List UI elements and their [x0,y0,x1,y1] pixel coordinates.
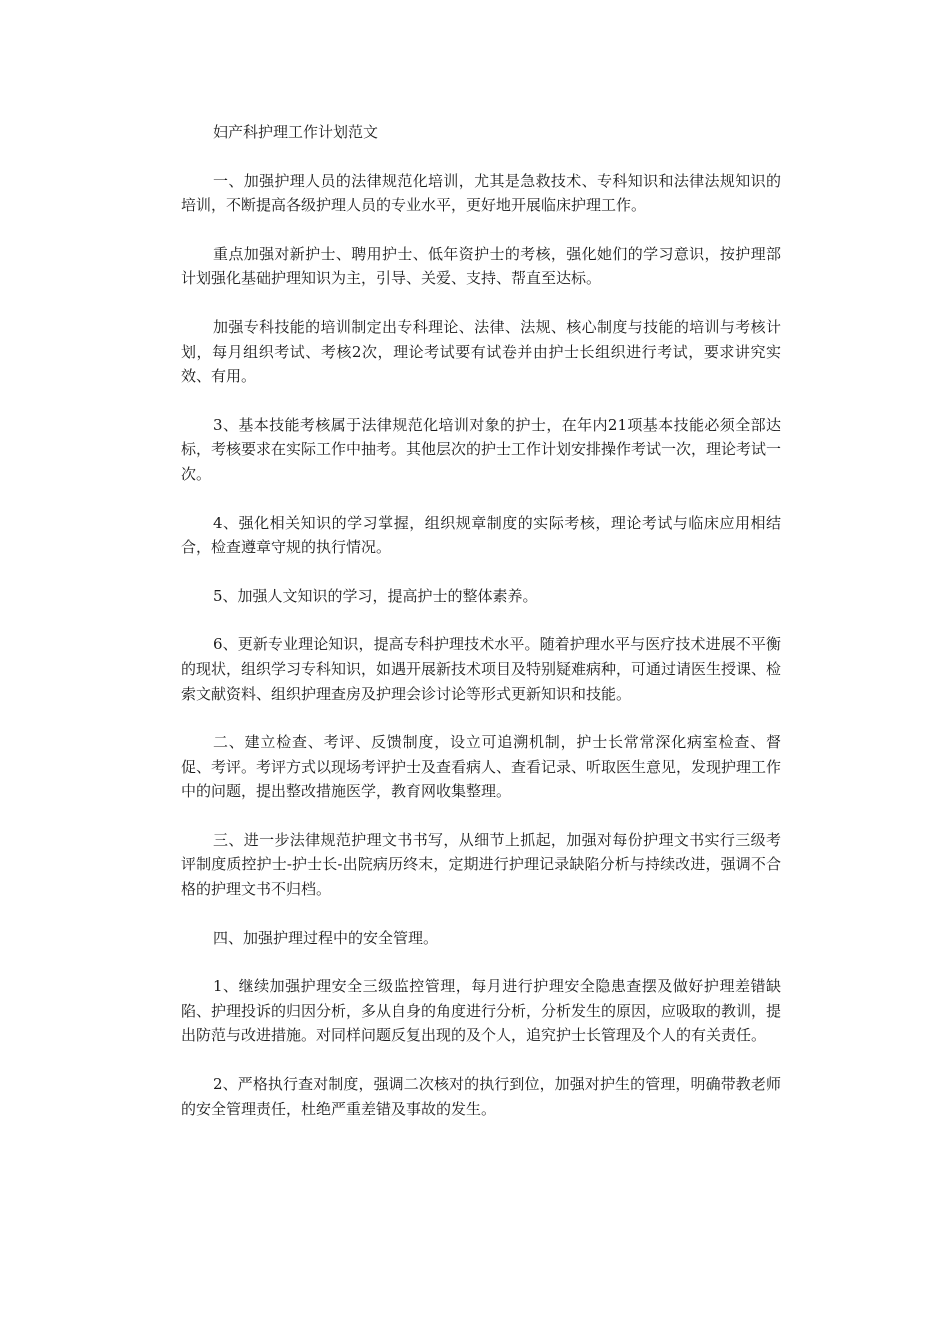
paragraph-4: 3、基本技能考核属于法律规范化培训对象的护士，在年内21项基本技能必须全部达标，考核要求在实际工作中抽考。其他层次的护士工作计划安排操作考试一次，理论考试一次。 [181,415,782,483]
document-page [181,120,781,1145]
paragraph-7: 6、更新专业理论知识，提高专科护理技术水平。随着护理水平与医疗技术进展不平衡的现状，组织学习专科知识，如遇开展新技术项目及特别疑难病种，可通过请医生授课、检索文献资料、组织护理查房及护理会诊讨论等形式更新知识和技能。 [181,635,782,703]
paragraph-8: 二、建立检查、考评、反馈制度，设立可追溯机制，护士长常常深化病室检查、督促、考评。考评方式以现场考评护士及查看病人、查看记录、听取医生意见，发现护理工作中的问题，提出整改措施医学，教育网收集整理。 [181,733,782,801]
document-title: 妇产科护理工作计划范文 [213,123,379,141]
paragraph-2: 重点加强对新护士、聘用护士、低年资护士的考核，强化她们的学习意识，按护理部计划强化基础护理知识为主，引导、关爱、支持、帮直至达标。 [181,244,781,288]
paragraph-12: 2、严格执行查对制度，强调二次核对的执行到位，加强对护生的管理，明确带教老师的安全管理责任，杜绝严重差错及事故的发生。 [181,1075,781,1118]
paragraph-3: 加强专科技能的培训制定出专科理论、法律、法规、核心制度与技能的培训与考核计划，每月组织考试、考核2次，理论考试要有试卷并由护士长组织进行考试，要求讲究实效、有用。 [181,317,781,386]
paragraph-9: 三、进一步法律规范护理文书书写，从细节上抓起，加强对每份护理文书实行三级考评制度质控护士-护士长-出院病历终末，定期进行护理记录缺陷分析与持续改进，强调不合格的护理文书不归档。 [181,830,781,899]
paragraph-5: 4、强化相关知识的学习掌握，组织规章制度的实际考核，理论考试与临床应用相结合，检查遵章守规的执行情况。 [181,513,781,557]
paragraph-6: 5、加强人文知识的学习，提高护士的整体素养。 [213,586,538,605]
paragraph-10: 四、加强护理过程中的安全管理。 [213,928,439,947]
paragraph-11: 1、继续加强护理安全三级监控管理，每月进行护理安全隐患查摆及做好护理差错缺陷、护理投诉的归因分析，多从自身的角度进行分析，分析发生的原因，应吸取的教训，提出防范与改进措施。对同样问题反复出现的及个人，追究护士长管理及个人的有关责任。 [181,977,782,1045]
paragraph-1: 一、加强护理人员的法律规范化培训，尤其是急救技术、专科知识和法律法规知识的培训，不断提高各级护理人员的专业水平，更好地开展临床护理工作。 [181,171,781,215]
